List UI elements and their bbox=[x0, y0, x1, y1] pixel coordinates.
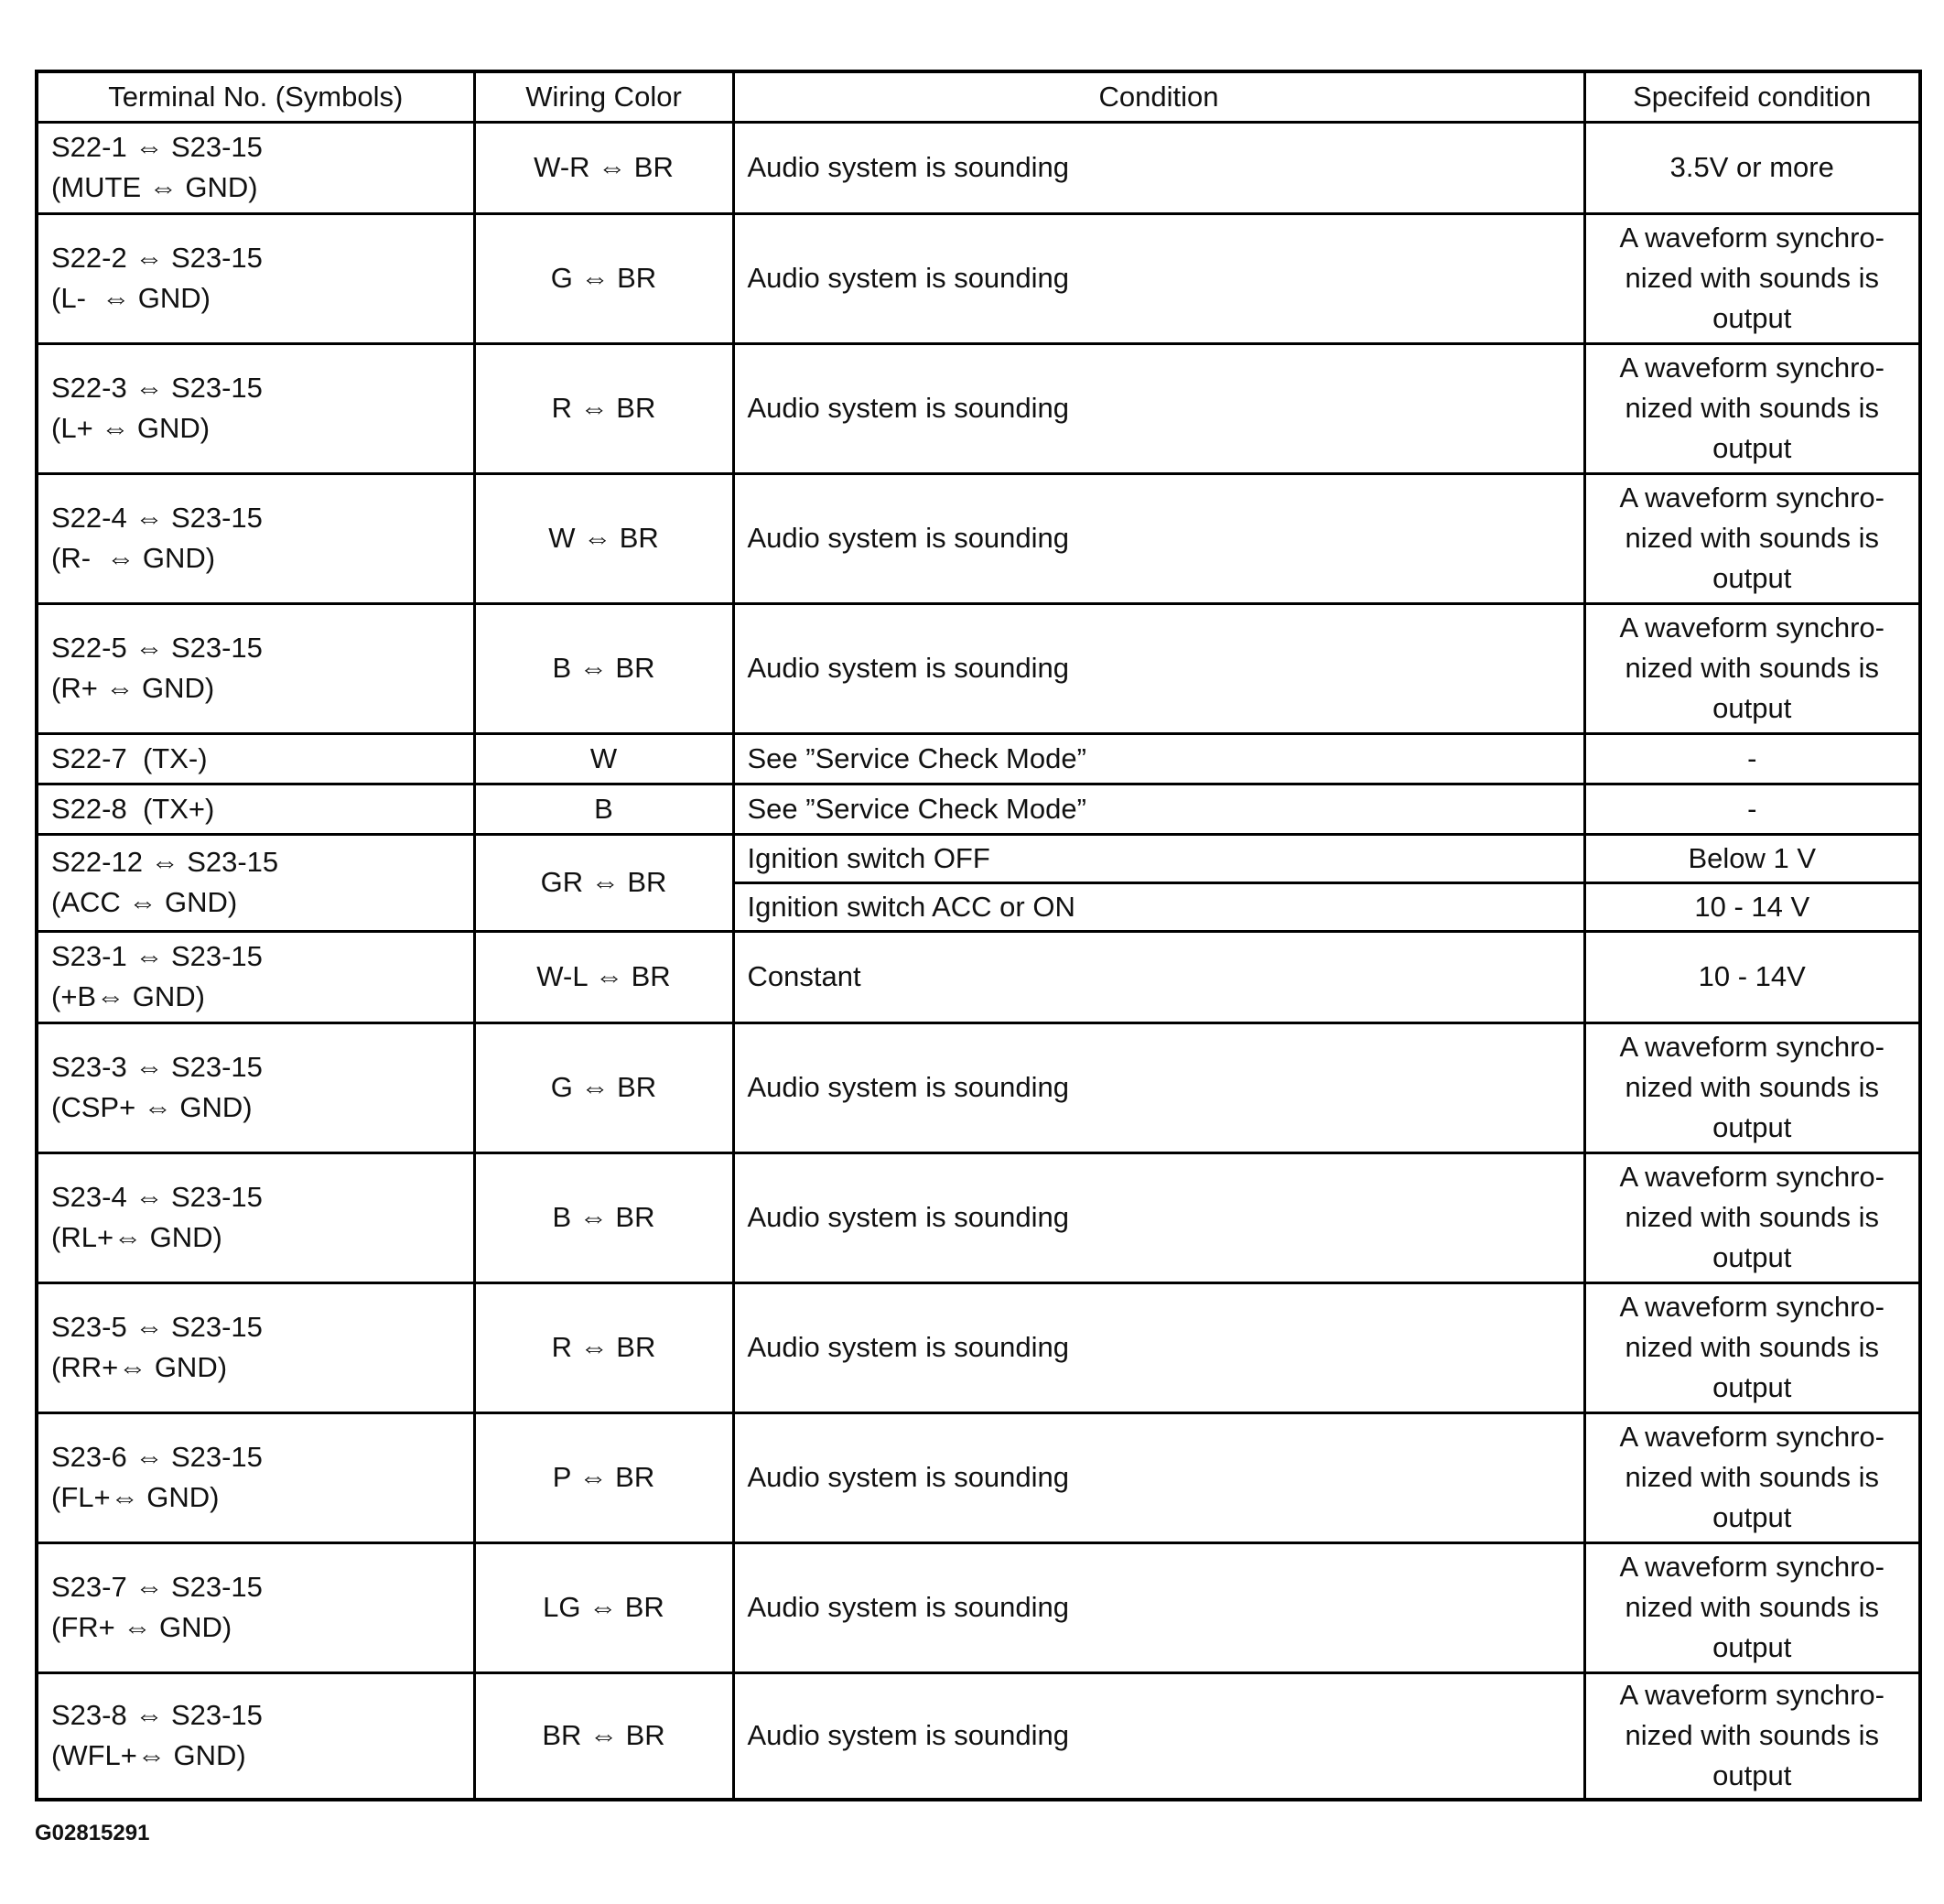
specified-condition-cell bbox=[1584, 834, 1920, 882]
spec-line: nized with sounds is bbox=[1625, 1461, 1879, 1493]
wiring-color-cell: W-L ⇔ BR bbox=[474, 931, 733, 1022]
condition-cell: Audio system is sounding bbox=[733, 343, 1584, 473]
terminal-line: S23-3 ⇔ S23-15 bbox=[51, 1051, 263, 1083]
terminal-line: (MUTE ⇔ GND) bbox=[51, 171, 258, 203]
terminal-cell bbox=[37, 1672, 474, 1800]
header-row bbox=[37, 71, 1920, 122]
specified-condition-cell bbox=[1584, 931, 1920, 1022]
figure-code: G02815291 bbox=[35, 1821, 150, 1845]
table-row bbox=[37, 122, 1920, 213]
specified-condition-cell bbox=[1584, 213, 1920, 343]
terminal-line: (RR+⇔ GND) bbox=[51, 1351, 228, 1383]
table-row bbox=[37, 603, 1920, 733]
spec-line: output bbox=[1712, 1501, 1792, 1533]
wiring-color-cell: G ⇔ BR bbox=[474, 1022, 733, 1152]
table-row bbox=[37, 1672, 1920, 1800]
spec-line: 10 - 14 V bbox=[1694, 890, 1810, 923]
condition-cell: See ”Service Check Mode” bbox=[733, 784, 1584, 834]
spec-line: nized with sounds is bbox=[1625, 262, 1879, 294]
terminal-line: (R- ⇔ GND) bbox=[51, 542, 216, 574]
wiring-color-cell: GR ⇔ BR bbox=[474, 834, 733, 931]
spec-line: output bbox=[1712, 692, 1792, 724]
spec-line: A waveform synchro- bbox=[1619, 1161, 1885, 1193]
specified-condition-cell bbox=[1584, 1282, 1920, 1412]
condition-cell: Audio system is sounding bbox=[733, 1022, 1584, 1152]
terminal-line: S23-5 ⇔ S23-15 bbox=[51, 1311, 263, 1343]
specified-condition-cell bbox=[1584, 882, 1920, 931]
terminal-line: S22-4 ⇔ S23-15 bbox=[51, 502, 263, 534]
table-row bbox=[37, 213, 1920, 343]
condition-cell: See ”Service Check Mode” bbox=[733, 733, 1584, 784]
wiring-color-cell: BR ⇔ BR bbox=[474, 1672, 733, 1800]
spec-line: A waveform synchro- bbox=[1619, 1421, 1885, 1453]
terminal-cell bbox=[37, 733, 474, 784]
terminal-cell bbox=[37, 931, 474, 1022]
terminal-cell bbox=[37, 1282, 474, 1412]
spec-line: 3.5V or more bbox=[1669, 151, 1834, 183]
condition-cell: Audio system is sounding bbox=[733, 1282, 1584, 1412]
spec-line: nized with sounds is bbox=[1625, 1331, 1879, 1363]
specified-condition-cell bbox=[1584, 603, 1920, 733]
specified-condition-cell bbox=[1584, 122, 1920, 213]
terminal-line: S22-7 (TX-) bbox=[51, 741, 208, 774]
wiring-color-cell: B ⇔ BR bbox=[474, 603, 733, 733]
spec-line: A waveform synchro- bbox=[1619, 222, 1885, 254]
spec-line: nized with sounds is bbox=[1625, 522, 1879, 554]
terminal-table bbox=[35, 70, 1922, 1801]
specified-condition-cell bbox=[1584, 473, 1920, 603]
spec-line: output bbox=[1712, 1631, 1792, 1663]
spec-line: nized with sounds is bbox=[1625, 1719, 1879, 1752]
condition-cell: Ignition switch OFF bbox=[733, 834, 1584, 882]
spec-line: nized with sounds is bbox=[1625, 1591, 1879, 1623]
header-wiring-color: Wiring Color bbox=[474, 71, 733, 122]
spec-line: nized with sounds is bbox=[1625, 1071, 1879, 1103]
specified-condition-cell bbox=[1584, 784, 1920, 834]
condition-cell: Audio system is sounding bbox=[733, 213, 1584, 343]
spec-line: A waveform synchro- bbox=[1619, 1031, 1885, 1063]
condition-cell: Audio system is sounding bbox=[733, 1412, 1584, 1542]
spec-line: output bbox=[1712, 302, 1792, 334]
spec-line: - bbox=[1747, 792, 1757, 825]
table-row bbox=[37, 1542, 1920, 1672]
terminal-cell bbox=[37, 213, 474, 343]
spec-line: output bbox=[1712, 1759, 1792, 1792]
terminal-line: S22-5 ⇔ S23-15 bbox=[51, 632, 263, 664]
terminal-cell bbox=[37, 473, 474, 603]
table-row bbox=[37, 733, 1920, 784]
wiring-color-cell: W-R ⇔ BR bbox=[474, 122, 733, 213]
table-row bbox=[37, 1412, 1920, 1542]
table-row bbox=[37, 784, 1920, 834]
specified-condition-cell bbox=[1584, 1672, 1920, 1800]
terminal-line: S23-1 ⇔ S23-15 bbox=[51, 940, 263, 972]
condition-cell: Constant bbox=[733, 931, 1584, 1022]
terminal-cell bbox=[37, 1542, 474, 1672]
table-row bbox=[37, 1152, 1920, 1282]
terminal-cell bbox=[37, 343, 474, 473]
wiring-color-cell: W ⇔ BR bbox=[474, 473, 733, 603]
terminal-line: (WFL+⇔ GND) bbox=[51, 1739, 246, 1772]
terminal-line: S23-8 ⇔ S23-15 bbox=[51, 1699, 263, 1732]
terminal-line: (FR+ ⇔ GND) bbox=[51, 1611, 232, 1643]
wiring-color-cell: B bbox=[474, 784, 733, 834]
condition-cell: Audio system is sounding bbox=[733, 473, 1584, 603]
spec-line: nized with sounds is bbox=[1625, 392, 1879, 424]
spec-line: - bbox=[1747, 741, 1757, 774]
header-specified-condition: Specifeid condition bbox=[1584, 71, 1920, 122]
table-row bbox=[37, 931, 1920, 1022]
spec-line: 10 - 14V bbox=[1698, 960, 1806, 992]
header-terminal: Terminal No. (Symbols) bbox=[37, 71, 474, 122]
spec-line: A waveform synchro- bbox=[1619, 1679, 1885, 1712]
condition-cell: Audio system is sounding bbox=[733, 122, 1584, 213]
spec-line: A waveform synchro- bbox=[1619, 1551, 1885, 1583]
spec-line: A waveform synchro- bbox=[1619, 481, 1885, 514]
terminal-line: S23-7 ⇔ S23-15 bbox=[51, 1571, 263, 1603]
wiring-color-cell: B ⇔ BR bbox=[474, 1152, 733, 1282]
table-body bbox=[37, 122, 1920, 1800]
terminal-cell bbox=[37, 603, 474, 733]
terminal-line: S23-6 ⇔ S23-15 bbox=[51, 1441, 263, 1473]
terminal-line: (ACC ⇔ GND) bbox=[51, 886, 238, 918]
condition-cell: Audio system is sounding bbox=[733, 1152, 1584, 1282]
specified-condition-cell bbox=[1584, 1542, 1920, 1672]
table-row bbox=[37, 1282, 1920, 1412]
terminal-line: (RL+⇔ GND) bbox=[51, 1221, 222, 1253]
terminal-line: S22-8 (TX+) bbox=[51, 792, 215, 825]
spec-line: output bbox=[1712, 1111, 1792, 1143]
spec-line: output bbox=[1712, 1371, 1792, 1403]
terminal-cell bbox=[37, 1022, 474, 1152]
spec-line: A waveform synchro- bbox=[1619, 1291, 1885, 1323]
wiring-color-cell: LG ⇔ BR bbox=[474, 1542, 733, 1672]
spec-line: output bbox=[1712, 562, 1792, 594]
spec-line: A waveform synchro- bbox=[1619, 352, 1885, 384]
spec-line: output bbox=[1712, 432, 1792, 464]
header-condition: Condition bbox=[733, 71, 1584, 122]
terminal-cell bbox=[37, 122, 474, 213]
terminal-line: S22-12 ⇔ S23-15 bbox=[51, 846, 279, 878]
condition-cell: Ignition switch ACC or ON bbox=[733, 882, 1584, 931]
terminal-line: (FL+⇔ GND) bbox=[51, 1481, 220, 1513]
wiring-color-cell: G ⇔ BR bbox=[474, 213, 733, 343]
table-row bbox=[37, 343, 1920, 473]
wiring-color-cell: P ⇔ BR bbox=[474, 1412, 733, 1542]
specified-condition-cell bbox=[1584, 733, 1920, 784]
condition-cell: Audio system is sounding bbox=[733, 1542, 1584, 1672]
specified-condition-cell bbox=[1584, 1152, 1920, 1282]
specified-condition-cell bbox=[1584, 1022, 1920, 1152]
spec-line: nized with sounds is bbox=[1625, 652, 1879, 684]
table-row bbox=[37, 473, 1920, 603]
spec-line: Below 1 V bbox=[1688, 841, 1817, 874]
spec-line: output bbox=[1712, 1241, 1792, 1273]
terminal-cell bbox=[37, 1412, 474, 1542]
terminal-line: S22-1 ⇔ S23-15 bbox=[51, 131, 263, 163]
spec-line: A waveform synchro- bbox=[1619, 611, 1885, 644]
spec-line: nized with sounds is bbox=[1625, 1201, 1879, 1233]
terminal-cell bbox=[37, 834, 474, 931]
terminal-line: (R+ ⇔ GND) bbox=[51, 672, 215, 704]
terminal-line: (L+ ⇔ GND) bbox=[51, 412, 211, 444]
specified-condition-cell bbox=[1584, 343, 1920, 473]
terminal-line: (L- ⇔ GND) bbox=[51, 282, 211, 314]
terminal-line: S22-2 ⇔ S23-15 bbox=[51, 242, 263, 274]
wiring-color-cell: R ⇔ BR bbox=[474, 343, 733, 473]
condition-cell: Audio system is sounding bbox=[733, 1672, 1584, 1800]
wiring-color-cell: W bbox=[474, 733, 733, 784]
condition-cell: Audio system is sounding bbox=[733, 603, 1584, 733]
terminal-cell bbox=[37, 1152, 474, 1282]
terminal-line: S22-3 ⇔ S23-15 bbox=[51, 372, 263, 404]
terminal-line: (+B⇔ GND) bbox=[51, 980, 205, 1012]
terminal-line: S23-4 ⇔ S23-15 bbox=[51, 1181, 263, 1213]
wiring-color-cell: R ⇔ BR bbox=[474, 1282, 733, 1412]
terminal-line: (CSP+ ⇔ GND) bbox=[51, 1091, 253, 1123]
table-row bbox=[37, 1022, 1920, 1152]
terminal-cell bbox=[37, 784, 474, 834]
table-row bbox=[37, 834, 1920, 882]
specified-condition-cell bbox=[1584, 1412, 1920, 1542]
